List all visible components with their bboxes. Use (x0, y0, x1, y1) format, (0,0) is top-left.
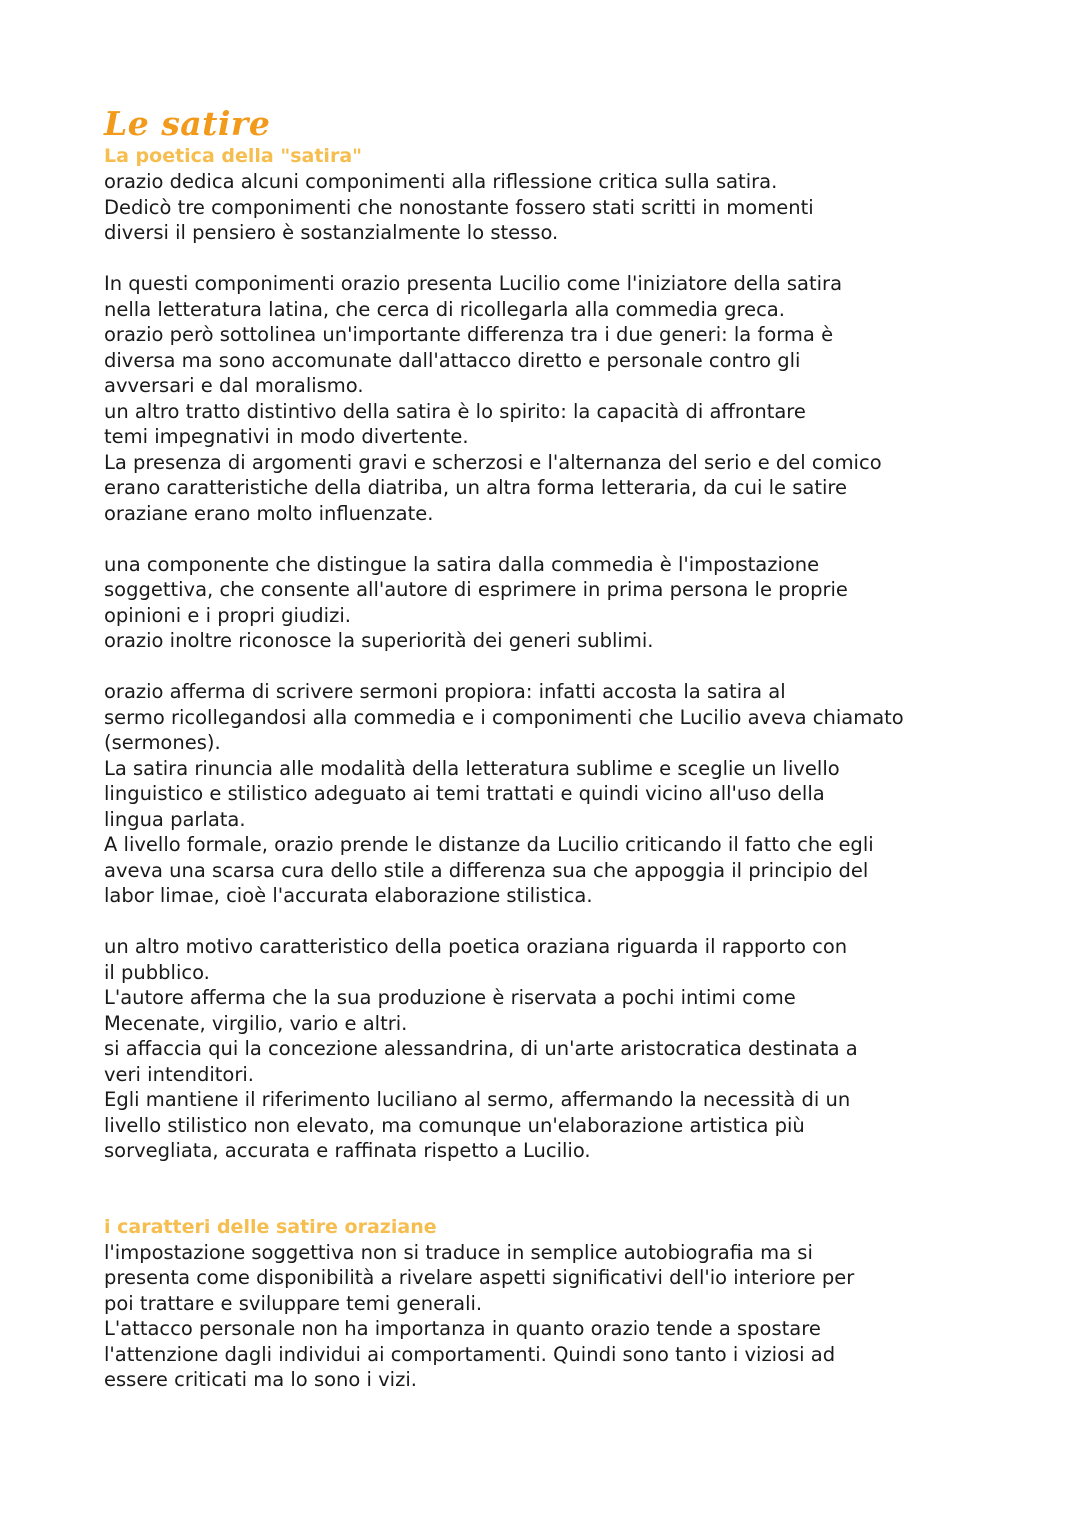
paragraph-gap (104, 526, 984, 552)
document-page (104, 104, 984, 1393)
paragraph-1: orazio dedica alcuni componimenti alla riflessione critica sulla satira. Dedicò tre componimenti che nonostante fossero stati scritti in momenti diversi il pensiero è sostanzialmente lo stesso. (104, 170, 814, 244)
paragraph-3: una componente che distingue la satira dalla commedia è l'impostazione soggettiva, che consente all'autore di esprimere in prima persona le proprie opinioni e i propri giudizi. orazio inoltre riconosce la superiorità dei generi sublimi. (104, 552, 848, 652)
paragraph-gap (104, 246, 984, 272)
paragraph-5: un altro motivo caratteristico della poetica oraziana riguarda il rapporto con il pubblico. L'autore afferma che la sua produzione è riservata a pochi intimi come Mecenate, virgilio, vario e altri. si affaccia qui la concezione alessandrina, di un'arte aristocratica destinata a veri intenditori. Egli mantiene il riferimento luciliano al sermo, affermando la necessità di un livello stilistico non elevato, ma comunque un'elaborazione artistica più sorvegliata, accurata e raffinata rispetto a Lucilio. (104, 935, 858, 1162)
paragraph-6: l'impostazione soggettiva non si traduce in semplice autobiografia ma si presenta come disponibilità a rivelare aspetti significativi dell'io interiore per poi trattare e sviluppare temi generali. L'attacco personale non ha importanza in quanto orazio tende a spostare l'attenzione dagli individui ai comportamenti. Quindi sono tanto i viziosi ad essere criticati ma lo sono i vizi. (104, 1240, 855, 1391)
paragraph-gap (104, 654, 984, 680)
paragraph-2: In questi componimenti orazio presenta Lucilio come l'iniziatore della satira nella letteratura latina, che cerca di ricollegarla alla commedia greca. orazio però sottolinea un'importante differenza tra i due generi: la forma è diversa ma sono accomunate dall'attacco diretto e personale contro gli avversari e dal moralismo. un altro tratto distintivo della satira è lo spirito: la capacità di affrontare temi impegnativi in modo divertente. La presenza di argomenti gravi e scherzosi e l'alternanza del serio e del comico erano caratteristiche della diatriba, un altra forma letteraria, da cui le satire oraziane erano molto influenzate. (104, 272, 882, 525)
section-heading-poetica: La poetica della "satira" (104, 145, 363, 167)
paragraph-gap (104, 909, 984, 935)
page-title: Le satire (104, 104, 271, 143)
paragraph-4: orazio afferma di scrivere sermoni propiora: infatti accosta la satira al sermo ricollegandosi alla commedia e i componimenti che Lucilio aveva chiamato (sermones). La satira rinuncia alle modalità della letteratura sublime e sceglie un livello linguistico e stilistico adeguato ai temi trattati e quindi vicino all'uso della lingua parlata. A livello formale, orazio prende le distanze da Lucilio criticando il fatto che egli aveva una scarsa cura dello stile a differenza sua che appoggia il principio del labor limae, cioè l'accurata elaborazione stilistica. (104, 680, 904, 907)
section-heading-caratteri: i caratteri delle satire oraziane (104, 1215, 437, 1238)
section-gap (104, 1164, 984, 1215)
